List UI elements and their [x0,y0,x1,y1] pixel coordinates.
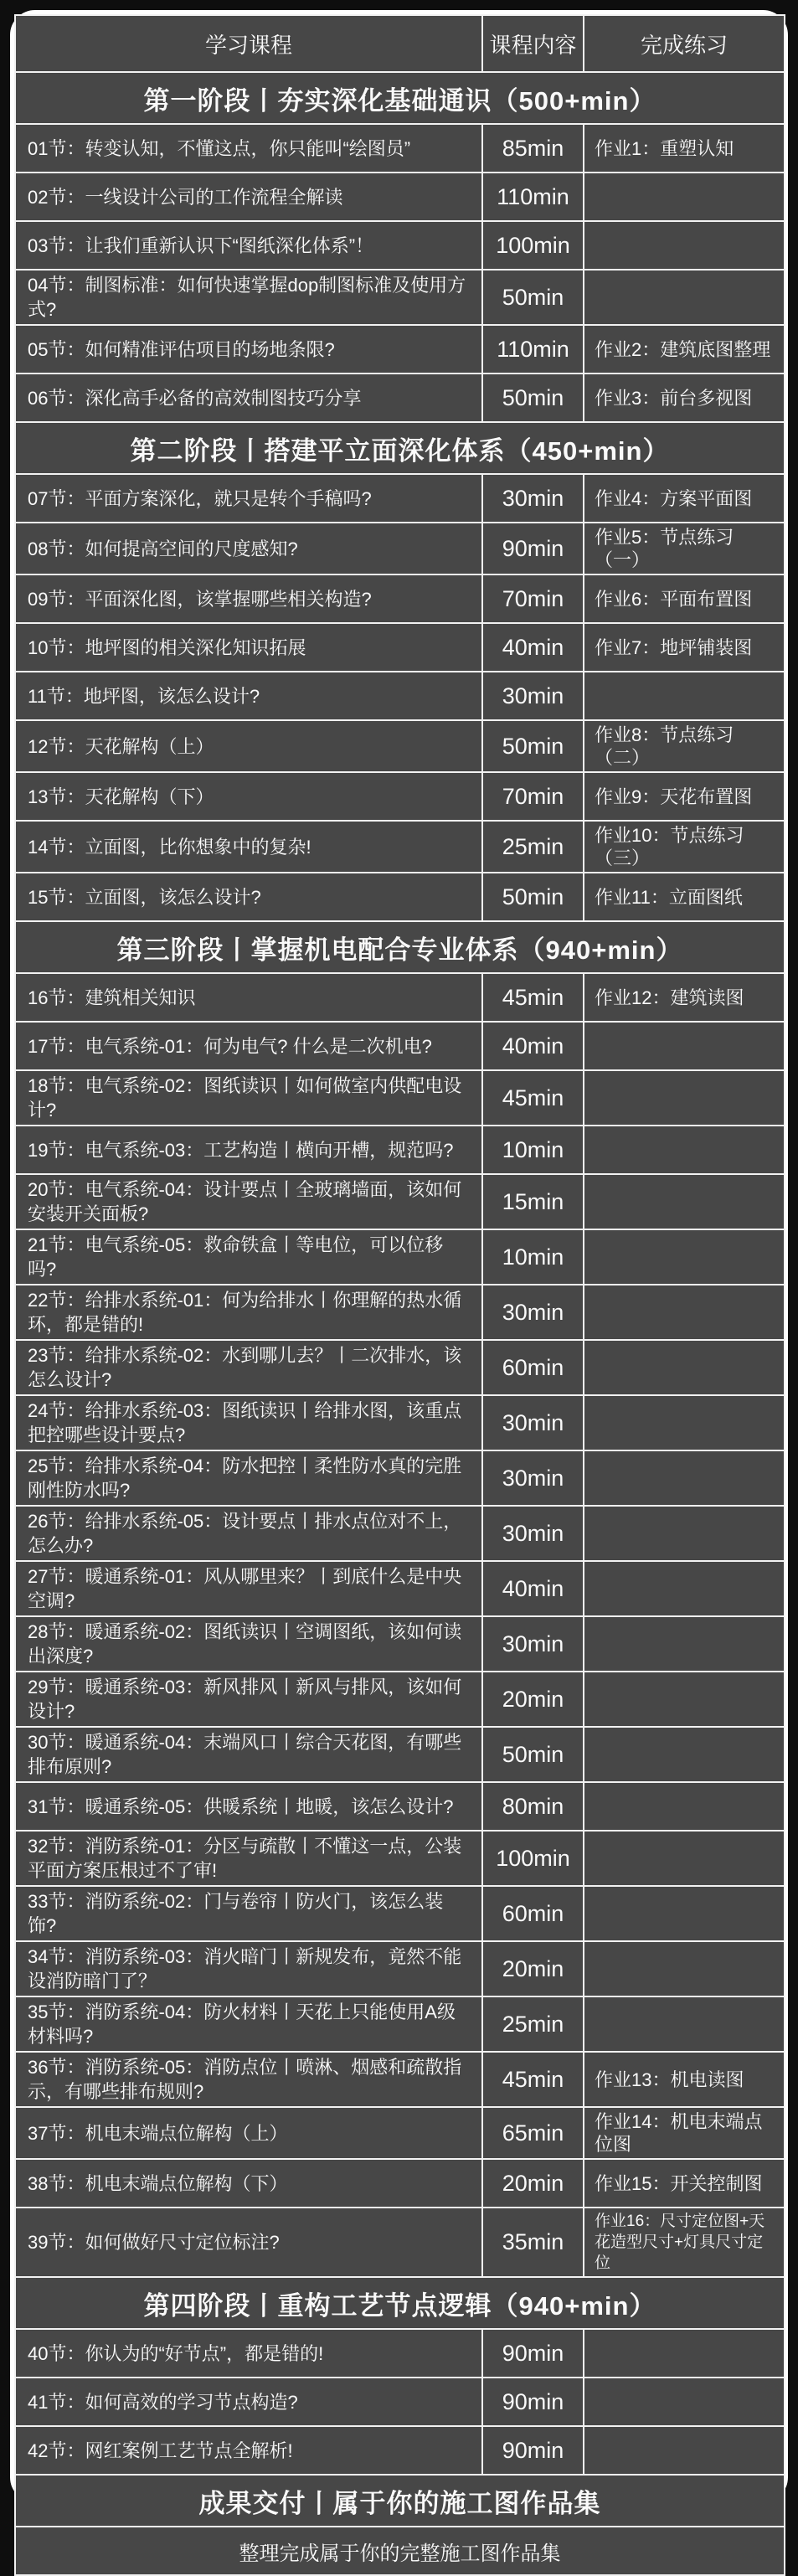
lesson-duration-cell: 30min [482,1450,584,1506]
lesson-homework-cell [584,1022,785,1070]
lesson-duration-cell: 45min [482,973,584,1022]
col-header-duration: 课程内容 [482,15,584,72]
lesson-duration-cell: 20min [482,2159,584,2208]
lesson-row [15,1996,785,2052]
course-table [14,14,785,2576]
lesson-homework-cell [584,1285,785,1340]
lesson-duration-cell: 45min [482,1070,584,1126]
lesson-row [15,2426,785,2475]
table-frame [10,10,788,2565]
lesson-title-cell: 11节：地坪图，该怎么设计? [15,672,482,720]
lesson-homework-cell [584,1996,785,2052]
lesson-homework-cell: 作业5：节点练习（一） [584,523,785,574]
lesson-title-cell: 41节：如何高效的学习节点构造? [15,2378,482,2426]
lesson-homework-cell: 作业10：节点练习（三） [584,821,785,873]
lesson-duration-cell: 20min [482,1941,584,1996]
lesson-homework-cell [584,1941,785,1996]
lesson-homework-cell [584,1672,785,1727]
lesson-homework-cell [584,1727,785,1782]
lesson-row [15,2159,785,2208]
lesson-duration-cell: 90min [482,2329,584,2378]
lesson-title-cell: 22节：给排水系统-01：何为给排水丨你理解的热水循环，都是错的! [15,1285,482,1340]
lesson-title-cell: 09节：平面深化图，该掌握哪些相关构造? [15,574,482,623]
lesson-title-cell: 01节：转变认知，不懂这点，你只能叫“绘图员” [15,124,482,173]
lesson-duration-cell: 70min [482,574,584,623]
lesson-row [15,1616,785,1672]
lesson-title-cell: 34节：消防系统-03：消火暗门丨新规发布，竟然不能设消防暗门了？ [15,1941,482,1996]
lesson-duration-cell: 50min [482,374,584,422]
lesson-homework-cell [584,1450,785,1506]
course-table-body [15,72,785,2575]
lesson-duration-cell: 15min [482,1174,584,1229]
lesson-homework-cell [584,1229,785,1285]
col-header-course: 学习课程 [15,15,482,72]
lesson-duration-cell: 65min [482,2107,584,2159]
lesson-title-cell: 04节：制图标准：如何快速掌握dop制图标准及使用方式? [15,270,482,325]
lesson-title-cell: 21节：电气系统-05：救命铁盒丨等电位，可以位移吗? [15,1229,482,1285]
lesson-row [15,873,785,921]
lesson-duration-cell: 30min [482,474,584,523]
section-row [15,72,785,124]
section-row [15,2475,785,2527]
lesson-duration-cell: 50min [482,270,584,325]
lesson-row [15,1886,785,1941]
lesson-row [15,772,785,821]
lesson-duration-cell: 110min [482,325,584,374]
lesson-row [15,173,785,221]
lesson-row [15,2329,785,2378]
lesson-duration-cell: 100min [482,1831,584,1886]
lesson-duration-cell: 100min [482,221,584,270]
lesson-duration-cell: 40min [482,623,584,672]
lesson-homework-cell: 作业9：天花布置图 [584,772,785,821]
lesson-homework-cell [584,173,785,221]
lesson-title-cell: 06节：深化高手必备的高效制图技巧分享 [15,374,482,422]
lesson-title-cell: 25节：给排水系统-04：防水把控丨柔性防水真的完胜刚性防水吗? [15,1450,482,1506]
lesson-title-cell: 07节：平面方案深化，就只是转个手稿吗? [15,474,482,523]
lesson-duration-cell: 70min [482,772,584,821]
lesson-homework-cell: 作业13：机电读图 [584,2052,785,2107]
lesson-title-cell: 18节：电气系统-02：图纸读识丨如何做室内供配电设计? [15,1070,482,1126]
lesson-row [15,1727,785,1782]
lesson-title-cell: 14节：立面图，比你想象中的复杂! [15,821,482,873]
lesson-homework-cell: 作业16：尺寸定位图+天花造型尺寸+灯具尺寸定位 [584,2208,785,2277]
lesson-row [15,1022,785,1070]
lesson-duration-cell: 20min [482,1672,584,1727]
section-row [15,921,785,973]
deliverable-note-cell: 整理完成属于你的完整施工图作品集 [15,2527,785,2575]
lesson-title-cell: 28节：暖通系统-02：图纸读识丨空调图纸，该如何读出深度? [15,1616,482,1672]
lesson-homework-cell: 作业6：平面布置图 [584,574,785,623]
lesson-duration-cell: 110min [482,173,584,221]
lesson-title-cell: 39节：如何做好尺寸定位标注? [15,2208,482,2277]
lesson-title-cell: 24节：给排水系统-03：图纸读识丨给排水图，该重点把控哪些设计要点? [15,1395,482,1450]
lesson-duration-cell: 50min [482,1727,584,1782]
lesson-title-cell: 17节：电气系统-01：何为电气? 什么是二次机电? [15,1022,482,1070]
lesson-row [15,1450,785,1506]
lesson-row [15,523,785,574]
lesson-row [15,270,785,325]
lesson-duration-cell: 10min [482,1229,584,1285]
lesson-homework-cell [584,221,785,270]
lesson-row [15,1782,785,1831]
lesson-title-cell: 40节：你认为的“好节点”，都是错的! [15,2329,482,2378]
lesson-homework-cell: 作业12：建筑读图 [584,973,785,1022]
lesson-title-cell: 33节：消防系统-02：门与卷帘丨防火门，该怎么装饰? [15,1886,482,1941]
lesson-title-cell: 02节：一线设计公司的工作流程全解读 [15,173,482,221]
lesson-homework-cell: 作业8：节点练习（二） [584,720,785,772]
lesson-duration-cell: 80min [482,1782,584,1831]
lesson-homework-cell [584,1340,785,1395]
lesson-title-cell: 26节：给排水系统-05：设计要点丨排水点位对不上，怎么办? [15,1506,482,1561]
lesson-homework-cell: 作业7：地坪铺装图 [584,623,785,672]
lesson-title-cell: 20节：电气系统-04：设计要点丨全玻璃墙面，该如何安装开关面板? [15,1174,482,1229]
lesson-row [15,1340,785,1395]
lesson-title-cell: 38节：机电末端点位解构（下） [15,2159,482,2208]
lesson-homework-cell: 作业14：机电末端点位图 [584,2107,785,2159]
lesson-row [15,2208,785,2277]
lesson-row [15,1174,785,1229]
lesson-row [15,1395,785,1450]
lesson-title-cell: 19节：电气系统-03：工艺构造丨横向开槽，规范吗? [15,1126,482,1174]
section-row [15,422,785,474]
lesson-duration-cell: 25min [482,1996,584,2052]
lesson-row [15,973,785,1022]
lesson-title-cell: 30节：暖通系统-04：末端风口丨综合天花图，有哪些排布原则? [15,1727,482,1782]
header-row [15,15,785,72]
lesson-row [15,2052,785,2107]
lesson-row [15,474,785,523]
lesson-homework-cell: 作业2：建筑底图整理 [584,325,785,374]
lesson-duration-cell: 30min [482,1285,584,1340]
lesson-duration-cell: 50min [482,720,584,772]
lesson-homework-cell [584,1561,785,1616]
section-header: 第二阶段丨搭建平立面深化体系（450+min） [15,422,785,474]
lesson-title-cell: 10节：地坪图的相关深化知识拓展 [15,623,482,672]
lesson-homework-cell: 作业3：前台多视图 [584,374,785,422]
lesson-row [15,1285,785,1340]
section-header: 第一阶段丨夯实深化基础通识（500+min） [15,72,785,124]
section-header: 第三阶段丨掌握机电配合专业体系（940+min） [15,921,785,973]
lesson-duration-cell: 90min [482,2378,584,2426]
lesson-duration-cell: 90min [482,523,584,574]
lesson-row [15,623,785,672]
lesson-homework-cell [584,1395,785,1450]
lesson-title-cell: 15节：立面图，该怎么设计? [15,873,482,921]
section-header: 第四阶段丨重构工艺节点逻辑（940+min） [15,2277,785,2329]
lesson-row [15,672,785,720]
lesson-row [15,374,785,422]
lesson-homework-cell [584,1782,785,1831]
lesson-row [15,821,785,873]
lesson-row [15,720,785,772]
lesson-row [15,325,785,374]
lesson-title-cell: 08节：如何提高空间的尺度感知? [15,523,482,574]
lesson-homework-cell [584,1886,785,1941]
lesson-row [15,574,785,623]
lesson-homework-cell [584,1126,785,1174]
lesson-duration-cell: 40min [482,1022,584,1070]
lesson-row [15,2378,785,2426]
lesson-duration-cell: 50min [482,873,584,921]
lesson-homework-cell [584,2378,785,2426]
lesson-duration-cell: 60min [482,1886,584,1941]
lesson-homework-cell: 作业11：立面图纸 [584,873,785,921]
lesson-row [15,1831,785,1886]
lesson-duration-cell: 90min [482,2426,584,2475]
lesson-duration-cell: 30min [482,1506,584,1561]
lesson-title-cell: 36节：消防系统-05：消防点位丨喷淋、烟感和疏散指示，有哪些排布规则? [15,2052,482,2107]
lesson-homework-cell [584,1506,785,1561]
lesson-homework-cell: 作业15：开关控制图 [584,2159,785,2208]
lesson-homework-cell: 作业4：方案平面图 [584,474,785,523]
lesson-homework-cell [584,1831,785,1886]
lesson-row [15,1229,785,1285]
lesson-title-cell: 16节：建筑相关知识 [15,973,482,1022]
lesson-duration-cell: 60min [482,1340,584,1395]
lesson-row [15,1506,785,1561]
lesson-title-cell: 13节：天花解构（下） [15,772,482,821]
lesson-title-cell: 05节：如何精准评估项目的场地条限? [15,325,482,374]
lesson-row [15,1070,785,1126]
lesson-duration-cell: 10min [482,1126,584,1174]
lesson-duration-cell: 40min [482,1561,584,1616]
lesson-duration-cell: 30min [482,1616,584,1672]
lesson-duration-cell: 30min [482,1395,584,1450]
lesson-duration-cell: 45min [482,2052,584,2107]
lesson-title-cell: 12节：天花解构（上） [15,720,482,772]
lesson-title-cell: 03节：让我们重新认识下“图纸深化体系”！ [15,221,482,270]
lesson-duration-cell: 35min [482,2208,584,2277]
lesson-homework-cell: 作业1：重塑认知 [584,124,785,173]
lesson-title-cell: 32节：消防系统-01：分区与疏散丨不懂这一点，公装平面方案压根过不了审! [15,1831,482,1886]
lesson-row [15,1561,785,1616]
lesson-duration-cell: 25min [482,821,584,873]
lesson-homework-cell [584,2426,785,2475]
lesson-row [15,1126,785,1174]
col-header-homework: 完成练习 [584,15,785,72]
lesson-homework-cell [584,1174,785,1229]
lesson-row [15,124,785,173]
lesson-homework-cell [584,1070,785,1126]
lesson-row [15,221,785,270]
lesson-homework-cell [584,672,785,720]
lesson-row [15,1941,785,1996]
lesson-homework-cell [584,270,785,325]
lesson-row [15,1672,785,1727]
lesson-homework-cell [584,1616,785,1672]
lesson-row [15,2107,785,2159]
lesson-title-cell: 42节：网红案例工艺节点全解析! [15,2426,482,2475]
deliverable-note-row [15,2527,785,2575]
section-row [15,2277,785,2329]
lesson-title-cell: 31节：暖通系统-05：供暖系统丨地暖，该怎么设计? [15,1782,482,1831]
lesson-title-cell: 23节：给排水系统-02：水到哪儿去？丨二次排水，该怎么设计? [15,1340,482,1395]
lesson-homework-cell [584,2329,785,2378]
lesson-title-cell: 29节：暖通系统-03：新风排风丨新风与排风，该如何设计? [15,1672,482,1727]
section-header: 成果交付丨属于你的施工图作品集 [15,2475,785,2527]
lesson-title-cell: 37节：机电末端点位解构（上） [15,2107,482,2159]
lesson-duration-cell: 30min [482,672,584,720]
lesson-title-cell: 27节：暖通系统-01：风从哪里来？丨到底什么是中央空调? [15,1561,482,1616]
lesson-duration-cell: 85min [482,124,584,173]
lesson-title-cell: 35节：消防系统-04：防火材料丨天花上只能使用A级材料吗? [15,1996,482,2052]
